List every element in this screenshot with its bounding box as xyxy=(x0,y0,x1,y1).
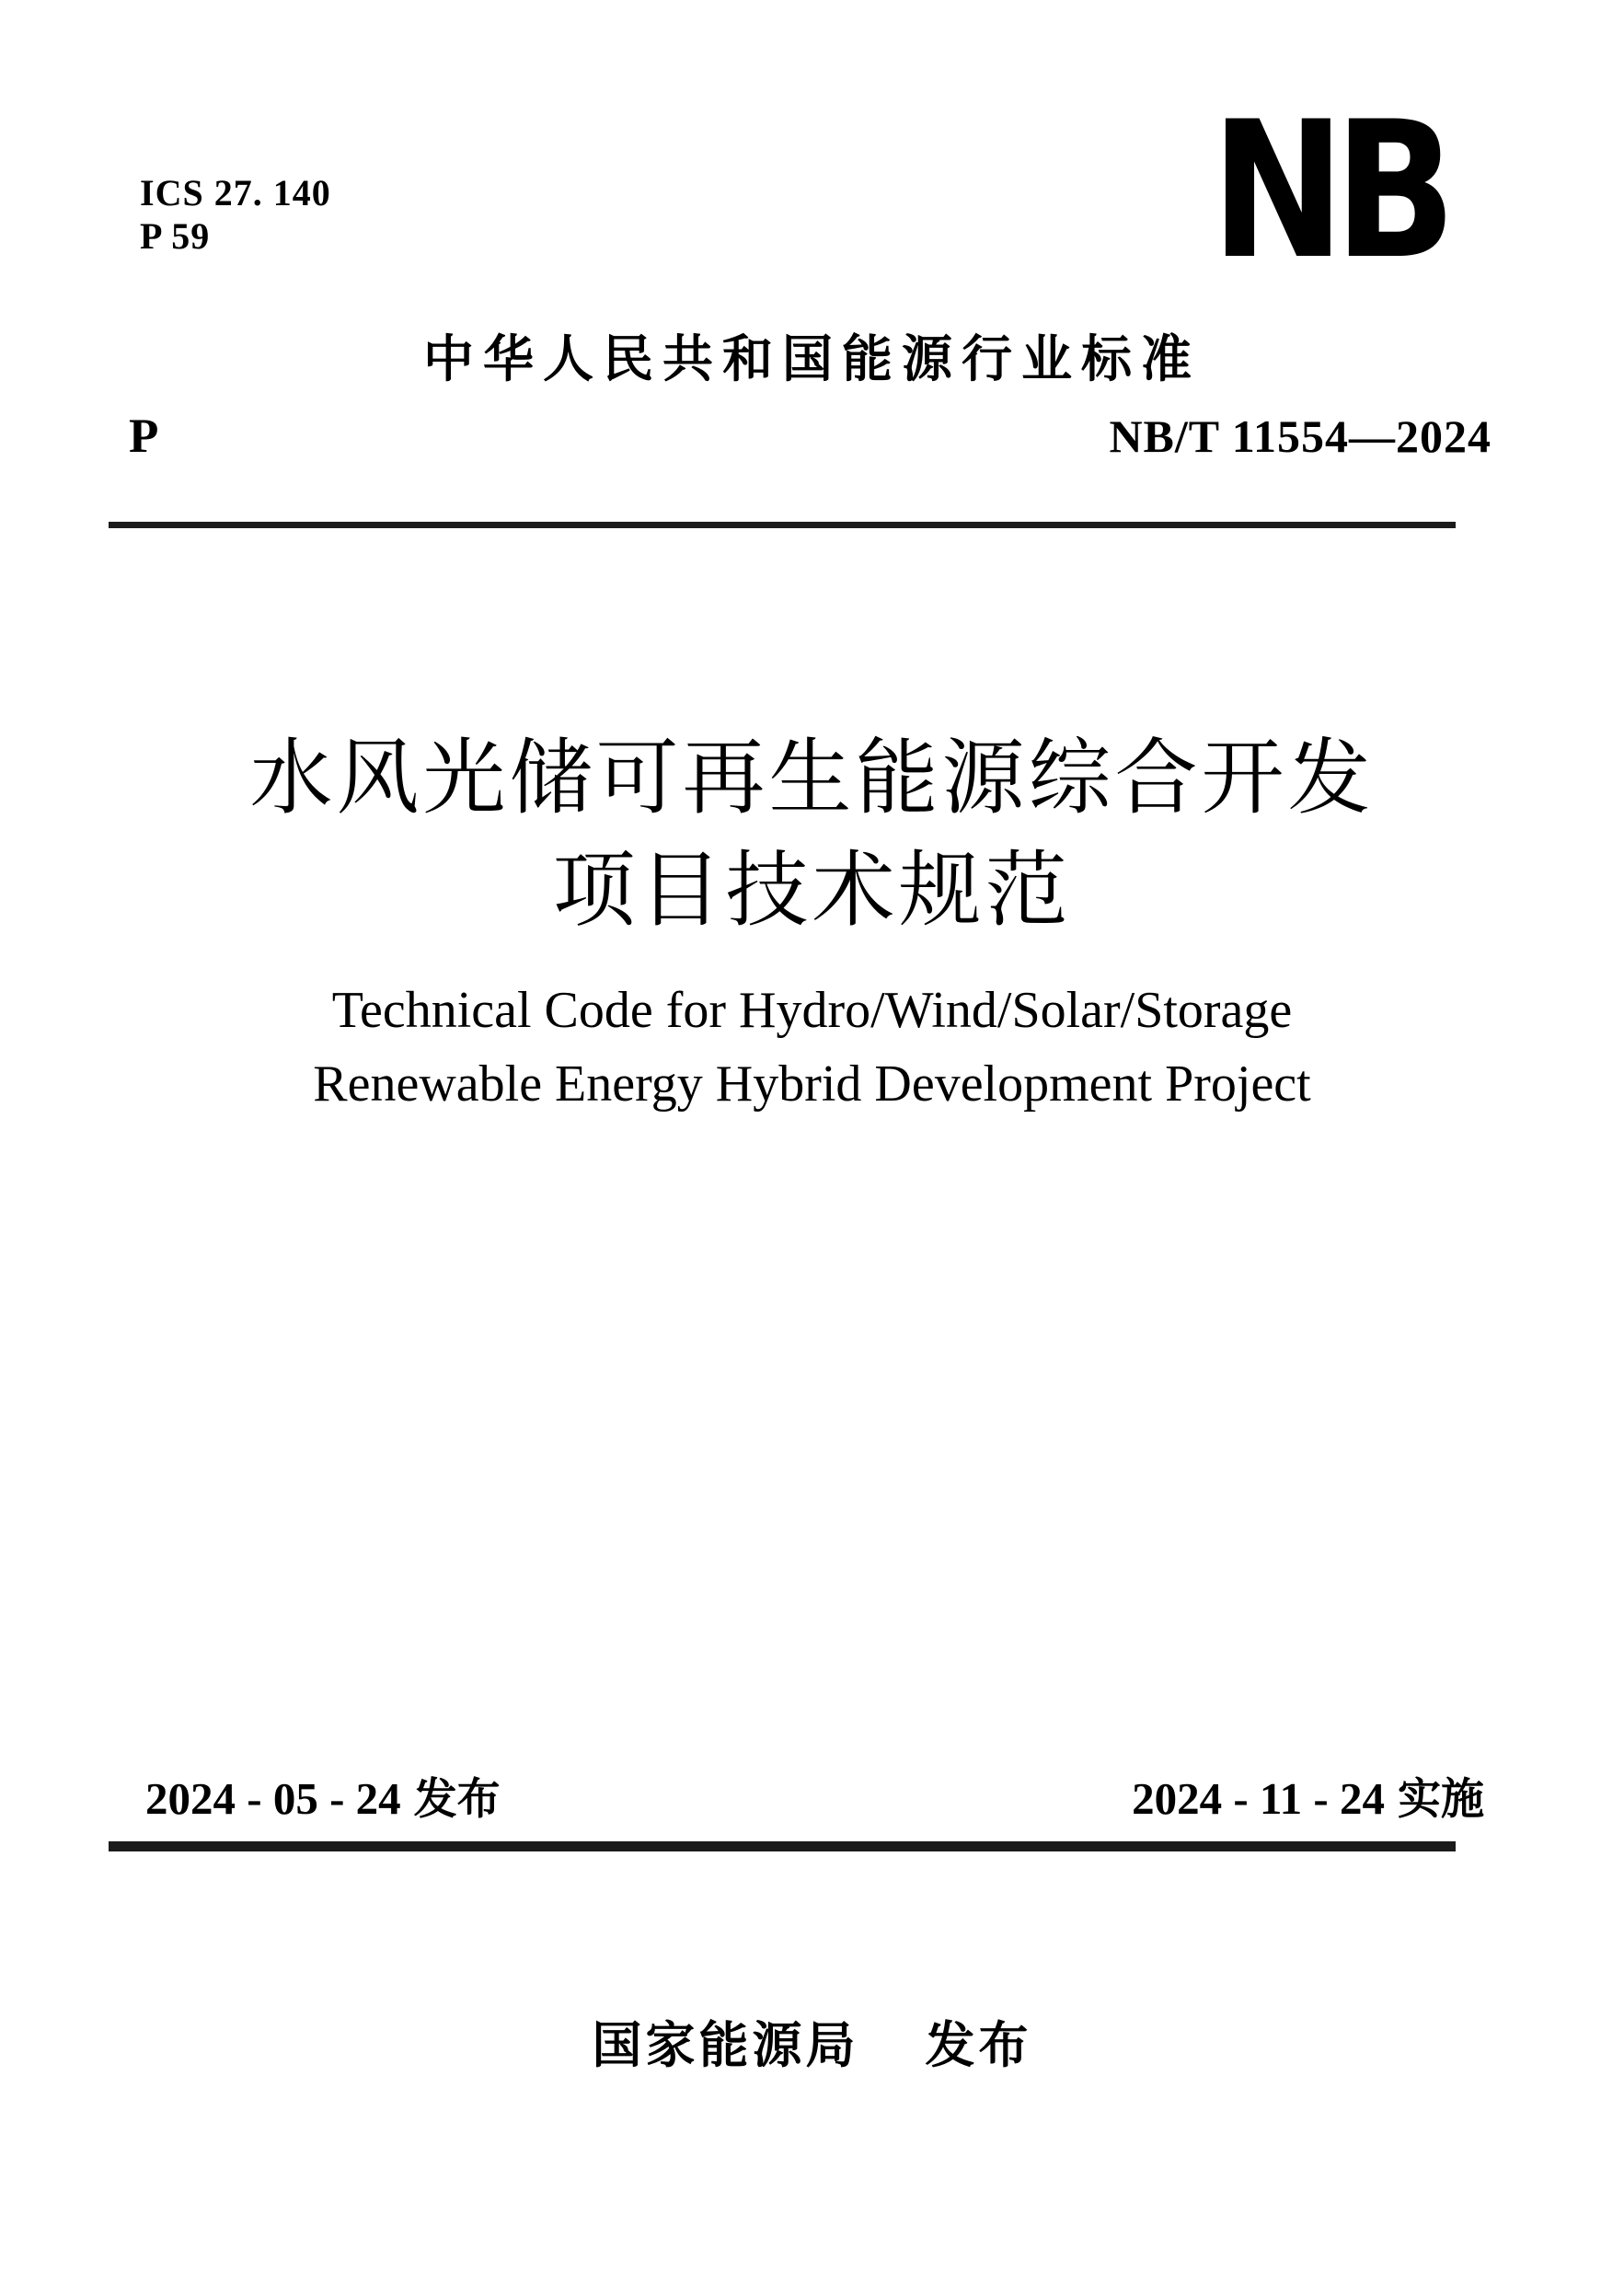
issue-date-group xyxy=(145,1765,501,1827)
title-english xyxy=(0,974,1624,1121)
category-letter: P xyxy=(129,409,159,463)
standard-number: NB/T 11554—2024 xyxy=(1109,410,1492,462)
nb-logo: NB xyxy=(1211,82,1445,301)
ics-code: ICS 27. 140 xyxy=(140,172,331,213)
issue-date: 2024 - 05 - 24 xyxy=(145,1773,401,1824)
classification-row xyxy=(129,409,1492,464)
title-chinese-line1: 水风光储可再生能源综合开发 xyxy=(249,733,1375,825)
issue-date-label: 发布 xyxy=(413,1774,501,1823)
standard-system-header: 中华人民共和国能源行业标准 xyxy=(422,330,1201,387)
publisher-line xyxy=(0,2006,1624,2077)
title-chinese xyxy=(0,723,1624,949)
ics-classification-block xyxy=(140,171,331,258)
dates-row xyxy=(145,1765,1484,1827)
title-english-line2: Renewable Energy Hybrid Development Project xyxy=(313,1055,1311,1113)
implementation-date: 2024 - 11 - 24 xyxy=(1132,1773,1385,1824)
title-english-line1: Technical Code for Hydro/Wind/Solar/Storage xyxy=(331,982,1293,1039)
header-divider-rule xyxy=(109,522,1456,528)
publisher-action: 发布 xyxy=(925,2018,1032,2073)
implementation-date-group xyxy=(1132,1765,1484,1827)
publisher-name: 国家能源局 xyxy=(592,2018,859,2073)
title-chinese-line2: 项目技术规范 xyxy=(552,846,1072,938)
footer-divider-rule xyxy=(109,1841,1456,1851)
implementation-date-label: 实施 xyxy=(1398,1774,1484,1823)
class-code: P 59 xyxy=(140,215,211,257)
